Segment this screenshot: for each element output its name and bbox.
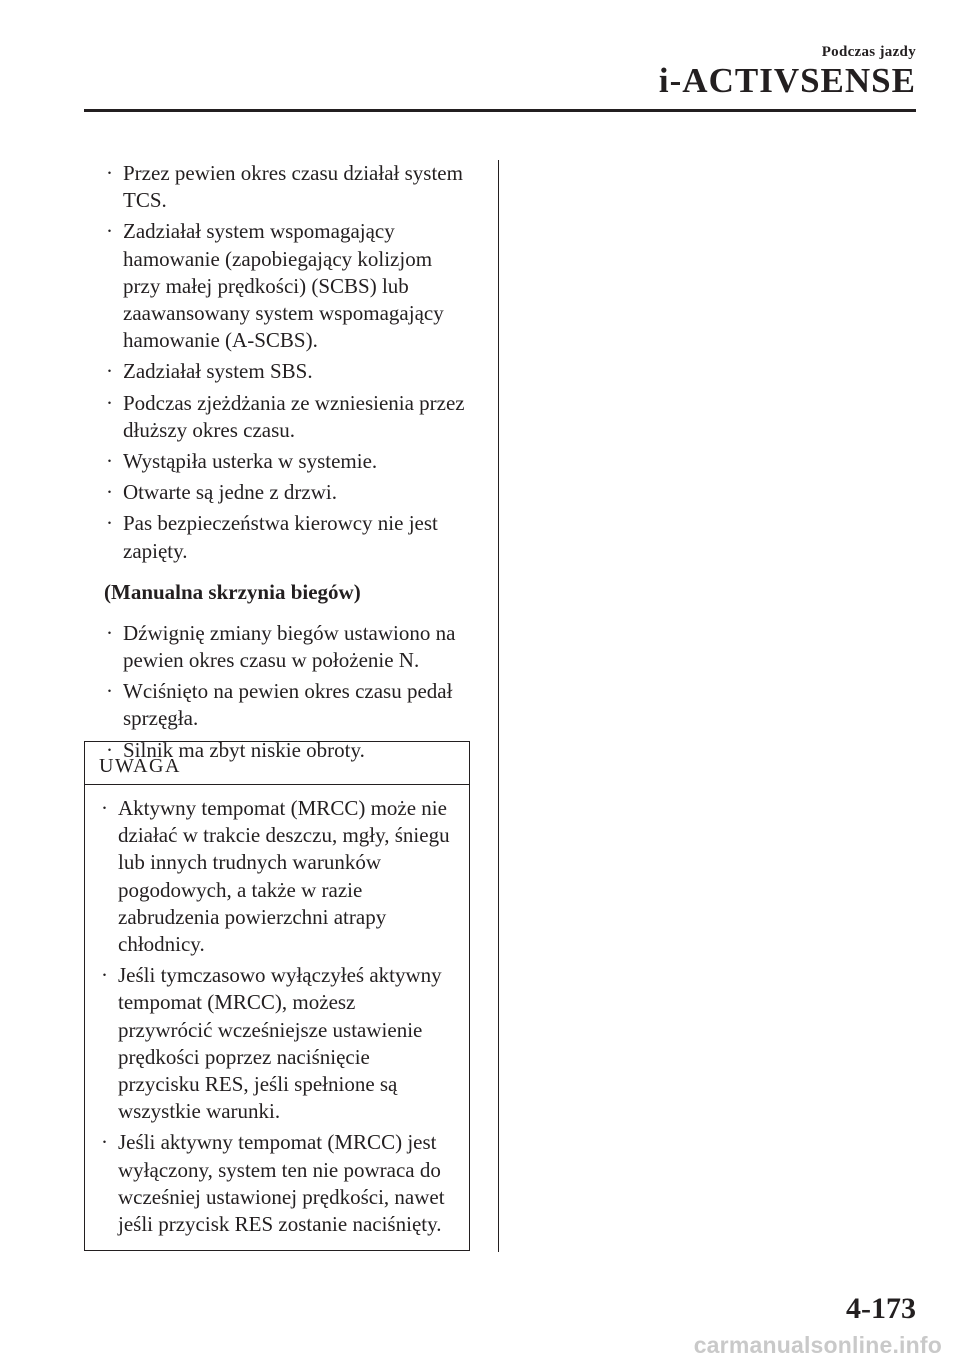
list-item: · Przez pewien okres czasu działał system TCS.: [106, 161, 463, 213]
note-list: [99, 795, 455, 1238]
list-item: · Dźwignię zmiany biegów ustawiono na pewien okres czasu w położenie N.: [106, 620, 456, 673]
bullet-icon: ·: [106, 620, 113, 645]
list-item: · Pas bezpieczeństwa kierowcy nie jest zapięty.: [106, 511, 438, 563]
column-divider: [498, 160, 499, 1252]
list-item: · Jeśli aktywny tempomat (MRCC) jest wyłączony, system ten nie powraca do wcześniej ustawionej prędkości, nawet jeśli przycisk RES zostanie naciśnięty.: [101, 1130, 445, 1237]
bullet-icon: ·: [101, 963, 108, 988]
header-rule: [84, 109, 916, 112]
bullet-icon: ·: [106, 390, 113, 415]
bullet-icon: ·: [101, 796, 108, 820]
subheading: (Manualna skrzynia biegów): [104, 579, 361, 604]
bullet-icon: ·: [106, 161, 113, 185]
page-number: 4-173: [846, 1292, 916, 1325]
list-item: · Zadziałał system wspomagający hamowanie (zapobiegający kolizjom przy małej prędkości) (SCBS) lub zaawansowany system wspomagający hamowanie (A-SCBS).: [106, 219, 444, 353]
bullet-icon: ·: [106, 359, 113, 384]
bullet-icon: ·: [106, 449, 113, 474]
list-item: · Jeśli tymczasowo wyłączyłeś aktywny tempomat (MRCC), możesz przywrócić wcześniejsze ustawienie prędkości poprzez naciśnięcie przycisku RES, jeśli spełnione są wszystkie warunki.: [101, 963, 442, 1124]
bullet-icon: ·: [106, 480, 113, 505]
bullet-icon: ·: [101, 1130, 108, 1155]
list-item: · Otwarte są jedne z drzwi.: [104, 479, 474, 506]
note-title: UWAGA: [85, 742, 469, 785]
bullet-icon: ·: [106, 679, 113, 704]
left-column: [104, 160, 474, 768]
watermark-text: carmanualsonline.info: [693, 1332, 942, 1358]
bullet-icon: ·: [106, 219, 113, 244]
list-item: · Zadziałał system SBS.: [104, 358, 474, 385]
condition-list: [104, 160, 474, 565]
section-title: Podczas jazdy: [821, 44, 916, 60]
list-item: · Aktywny tempomat (MRCC) może nie działać w trakcie deszczu, mgły, śniegu lub innych trudnych warunków pogodowych, a także w razie zabrudzenia powierzchni atrapy chłodnicy.: [101, 796, 450, 957]
list-item: · Wystąpiła usterka w systemie.: [104, 448, 474, 475]
bullet-icon: ·: [106, 737, 113, 762]
list-item: · Podczas zjeżdżania ze wzniesienia przez dłuższy okres czasu.: [106, 390, 465, 442]
page-header: [659, 44, 916, 100]
chapter-title: i-ACTIVSENSE: [658, 61, 916, 100]
note-box: [84, 741, 470, 1251]
note-body: [85, 785, 469, 1238]
list-item: · Silnik ma zbyt niskie obroty.: [104, 737, 474, 764]
bullet-icon: ·: [106, 511, 113, 536]
list-item: · Wciśnięto na pewien okres czasu pedał sprzęgła.: [106, 679, 453, 731]
